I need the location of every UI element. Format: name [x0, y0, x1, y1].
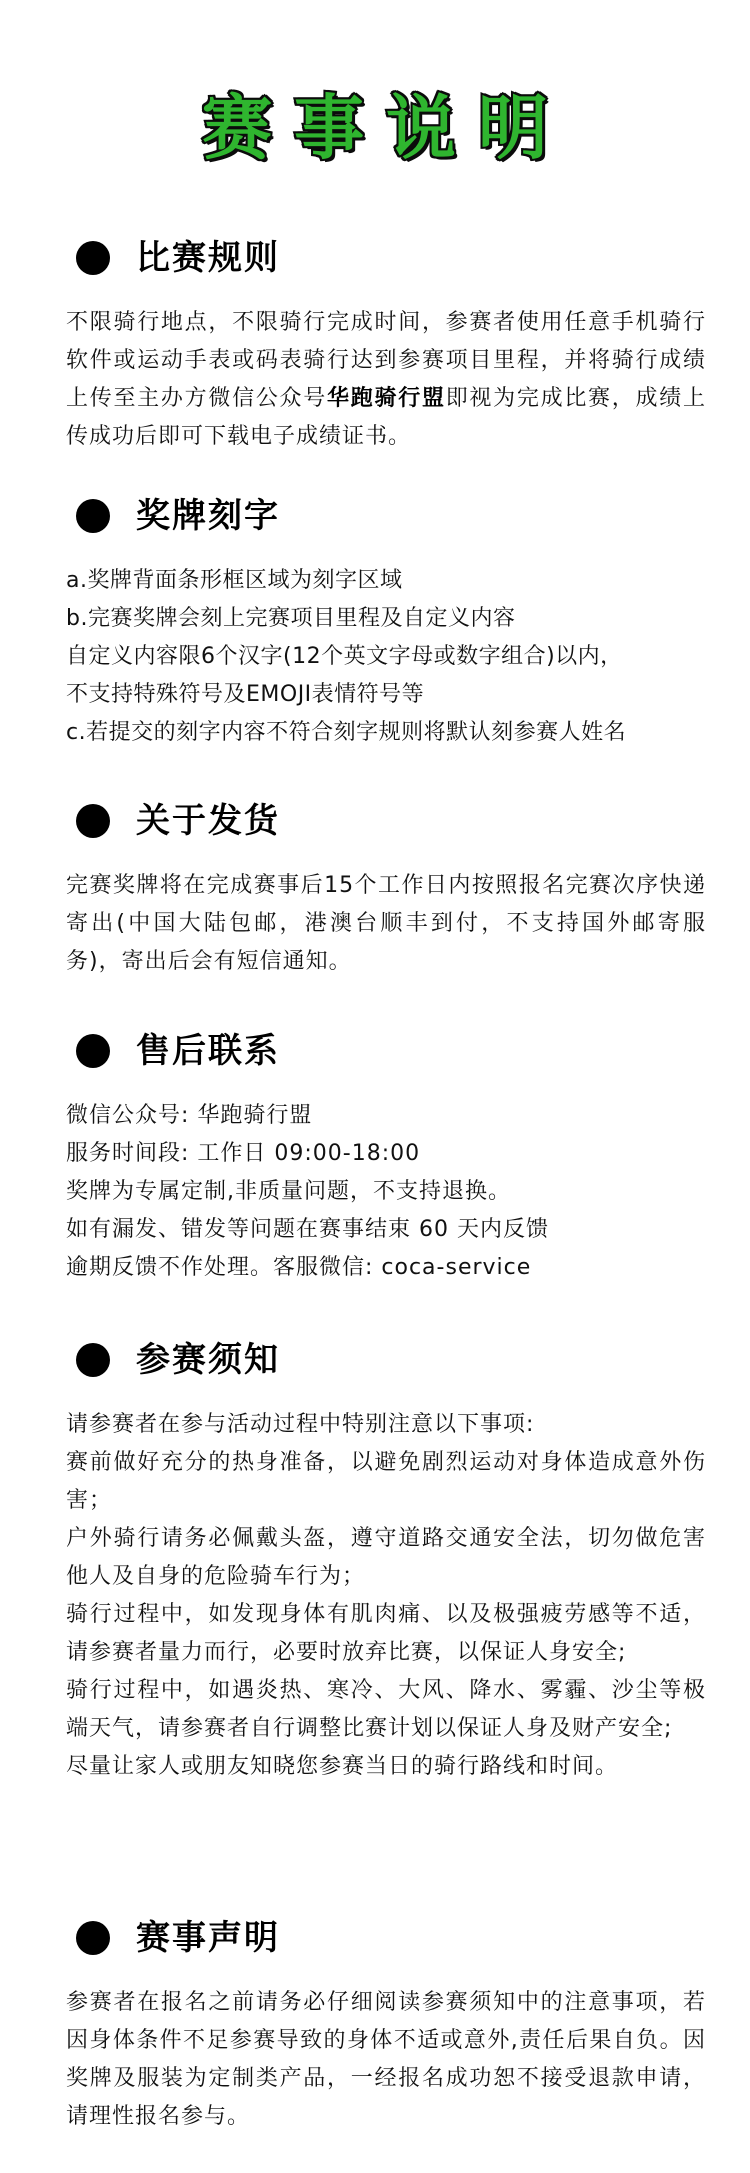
- section-rules: [66, 232, 706, 456]
- after-sales-text: [66, 1097, 706, 1287]
- after-sales-line: 微信公众号: 华跑骑行盟: [66, 1103, 313, 1128]
- notice-paragraph: 骑行过程中，如遇炎热、寒冷、大风、降水、雾霾、沙尘等极端天气，请参赛者自行调整比赛计划以保证人身及财产安全;: [66, 1678, 706, 1741]
- section-shipping: [66, 795, 706, 981]
- notice-text: [66, 1406, 706, 1786]
- notice-paragraph: 户外骑行请务必佩戴头盔，遵守道路交通安全法，切勿做危害他人及自身的危险骑车行为；: [66, 1526, 706, 1589]
- section-title-after-sales: 售后联系: [136, 1031, 280, 1071]
- section-header: [66, 1025, 706, 1077]
- section-header: [66, 795, 706, 847]
- section-title-engraving: 奖牌刻字: [136, 496, 280, 536]
- after-sales-line: 如有漏发、错发等问题在赛事结束 60 天内反馈: [66, 1217, 549, 1242]
- statement-text: 参赛者在报名之前请务必仔细阅读参赛须知中的注意事项，若因身体条件不足参赛导致的身体不适或意外,责任后果自负。因奖牌及服装为定制类产品，一经报名成功恕不接受退款申请，请理性报名参与。: [66, 1990, 706, 2129]
- engraving-text: [66, 562, 706, 752]
- after-sales-line: 服务时间段: 工作日 09:00-18:00: [66, 1141, 421, 1166]
- after-sales-line: 奖牌为专属定制,非质量问题，不支持退换。: [66, 1179, 511, 1204]
- section-title-rules: 比赛规则: [136, 238, 280, 278]
- bullet-dot-icon: [76, 241, 110, 275]
- section-header: [66, 1334, 706, 1386]
- rules-text-before: 不限骑行地点，不限骑行完成时间，参赛者使用任意手机骑行软件或运动手表或码表骑行达到参赛项目里程，并将骑行成绩上传至主办方微信公众号: [66, 310, 706, 411]
- notice-paragraph: 尽量让家人或朋友知晓您参赛当日的骑行路线和时间。: [66, 1754, 619, 1779]
- engraving-line: c.若提交的刻字内容不符合刻字规则将默认刻参赛人姓名: [66, 720, 627, 745]
- engraving-line: 不支持特殊符号及EMOJI表情符号等: [66, 682, 425, 707]
- engraving-line: 自定义内容限6个汉字(12个英文字母或数字组合)以内，: [66, 644, 623, 669]
- section-statement: [66, 1912, 706, 2136]
- notice-paragraph: 请参赛者在参与活动过程中特别注意以下事项:: [66, 1412, 535, 1437]
- after-sales-line: 逾期反馈不作处理。客服微信: coca-service: [66, 1255, 532, 1280]
- section-title-statement: 赛事声明: [136, 1918, 280, 1958]
- rules-text-after: 即视为完成比赛，成绩上传成功后即可下载电子成绩证书。: [66, 386, 706, 449]
- engraving-line: a.奖牌背面条形框区域为刻字区域: [66, 568, 403, 593]
- bullet-dot-icon: [76, 1034, 110, 1068]
- section-engraving: [66, 490, 706, 752]
- bullet-dot-icon: [76, 499, 110, 533]
- section-notice: [66, 1334, 706, 1786]
- bullet-dot-icon: [76, 1921, 110, 1955]
- section-after-sales: [66, 1025, 706, 1287]
- section-header: [66, 1912, 706, 1964]
- notice-paragraph: 赛前做好充分的热身准备，以避免剧烈运动对身体造成意外伤害；: [66, 1450, 706, 1513]
- rules-highlight-account: 华跑骑行盟: [327, 386, 446, 411]
- bullet-dot-icon: [76, 1343, 110, 1377]
- page-title: 赛事说明: [202, 87, 570, 169]
- shipping-text: 完赛奖牌将在完成赛事后15个工作日内按照报名完赛次序快递寄出(中国大陆包邮，港澳台顺丰到付，不支持国外邮寄服务)，寄出后会有短信通知。: [66, 873, 706, 974]
- bullet-dot-icon: [76, 804, 110, 838]
- section-title-notice: 参赛须知: [136, 1340, 280, 1380]
- section-header: [66, 490, 706, 542]
- section-header: [66, 232, 706, 284]
- notice-paragraph: 骑行过程中，如发现身体有肌肉痛、以及极强疲劳感等不适，请参赛者量力而行，必要时放弃比赛，以保证人身安全;: [66, 1602, 706, 1665]
- section-title-shipping: 关于发货: [136, 801, 280, 841]
- engraving-line: b.完赛奖牌会刻上完赛项目里程及自定义内容: [66, 606, 516, 631]
- rules-text: [66, 304, 706, 456]
